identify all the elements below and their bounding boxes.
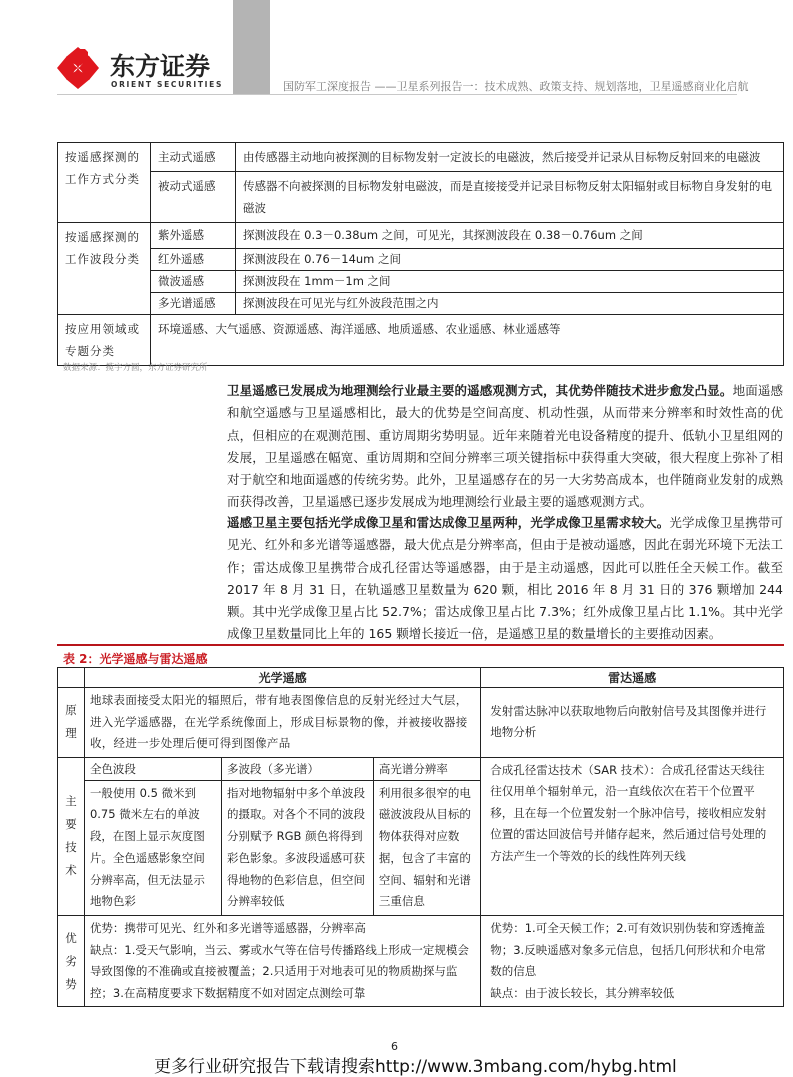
tech-text-panchromatic: 一般使用 0.5 微米到 0.75 微米左右的单波段，在图上显示灰度图片。全色遥感影象空间分辨率高，但无法显示地物色彩	[84, 780, 221, 916]
radar-pros: 优势：1.可全天候工作；2.可有效识别伪装和穿透掩盖物；3.反映遥感对象多元信息，包括几何形状和介电常数的信息	[490, 921, 766, 979]
table-cell-type: 紫外遥感	[151, 223, 236, 249]
table-cell-desc: 探测波段在 0.76－14um 之间	[236, 249, 784, 271]
table1-source: 数据来源：揽宇方圆，东方证券研究所	[63, 363, 208, 373]
table-cell-desc: 探测波段在 1mm－1m 之间	[236, 271, 784, 293]
table-cell-desc: 由传感器主动地向被探测的目标物发射一定波长的电磁波，然后接受并记录从目标物反射回来的电磁波	[236, 143, 784, 172]
col-header-radar: 雷达遥感	[481, 668, 784, 688]
table-header-row	[58, 668, 784, 688]
paragraph-2	[227, 512, 783, 646]
table-row	[58, 223, 784, 249]
table-cell-type: 红外遥感	[151, 249, 236, 271]
logo-mark-icon	[56, 46, 100, 90]
table-row	[58, 315, 784, 366]
table-row	[58, 143, 784, 172]
paragraph-2-lead: 遥感卫星主要包括光学成像卫星和雷达成像卫星两种，光学成像卫星需求较大。	[227, 515, 670, 530]
table-cell-desc: 探测波段在可见光与红外波段范围之内	[236, 293, 784, 315]
col-header-optical: 光学遥感	[84, 668, 480, 688]
table-cell-category: 按遥感探测的工作波段分类	[58, 223, 151, 315]
table-cell-category: 按应用领域或专题分类	[58, 315, 151, 366]
row-label-pros-cons: 优劣势	[58, 916, 85, 1007]
principle-optical: 地球表面接受太阳光的辐照后，带有地表图像信息的反射光经过大气层，进入光学遥感器，在光学系统像面上，形成目标景物的像，并被接收器接收，经进一步处理后便可得到图像产品	[84, 688, 480, 758]
table-cell-desc: 传感器不向被探测的目标物发射电磁波，而是直接接受并记录目标物反射太阳辐射或目标物自身发射的电磁波	[236, 172, 784, 223]
paragraph-1	[227, 380, 783, 514]
tech-subheader-hyperspectral: 高光谱分辨率	[373, 757, 480, 780]
paragraph-1-lead: 卫星遥感已发展成为地理测绘行业最主要的遥感观测方式，其优势伴随技术进步愈发凸显。	[227, 383, 733, 398]
optical-pros: 优势：携带可见光、红外和多光谱等遥感器，分辨率高	[89, 921, 366, 936]
page-number: 6	[391, 1040, 398, 1053]
table2-title: 表 2：光学遥感与雷达遥感	[63, 652, 208, 666]
tech-radar: 合成孔径雷达技术（SAR 技术）：合成孔径雷达天线往往仅用单个辐射单元，沿一直线依次在若干个位置平移，且在每一个位置发射一个脉冲信号，接收相应发射位置的雷达回波信号并储存起来，然后通过信号处理的方法产生一个等效的长的线性阵列天线	[481, 757, 784, 916]
brand-name-cn: 东方证券	[110, 52, 211, 81]
table-cell-type: 微波遥感	[151, 271, 236, 293]
table-cell-type: 多光谱遥感	[151, 293, 236, 315]
report-title: 国防军工深度报告 ——卫星系列报告一：技术成熟、政策支持、规划落地，卫星遥感商业化启航	[283, 80, 749, 93]
row-label-main-tech: 主要技术	[58, 757, 85, 916]
header-divider	[57, 94, 737, 95]
row-label-principle: 原理	[58, 688, 85, 758]
table2-title-rule	[57, 644, 784, 646]
table-row	[58, 271, 784, 293]
remote-sensing-classification-table	[57, 142, 784, 366]
table-row-tech-subheaders	[58, 757, 784, 780]
pros-cons-radar	[481, 916, 784, 1007]
principle-radar: 发射雷达脉冲以获取地物后向散射信号及其图像并进行地物分析	[481, 688, 784, 758]
tech-subheader-panchromatic: 全色波段	[84, 757, 221, 780]
table-cell-category: 按遥感探测的工作方式分类	[58, 143, 151, 223]
table-row-principle	[58, 688, 784, 758]
table-cell-type: 被动式遥感	[151, 172, 236, 223]
tech-text-multispectral: 指对地物辐射中多个单波段的摄取。对各个不同的波段分别赋予 RGB 颜色将得到彩色影象。多波段遥感可获得地物的色彩信息，但空间分辨率较低	[222, 780, 374, 916]
table-row	[58, 293, 784, 315]
tech-text-hyperspectral: 利用很多很窄的电磁波波段从目标的物体获得对应数据，包含了丰富的空间、辐射和光谱三重信息	[373, 780, 480, 916]
table-cell-desc: 探测波段在 0.3－0.38um 之间，可见光，其探测波段在 0.38－0.76um 之间	[236, 223, 784, 249]
download-link[interactable]: 更多行业研究报告下载请搜索http://www.3mbang.com/hybg.html	[154, 1057, 677, 1077]
optical-vs-radar-table	[57, 667, 784, 1007]
header-gray-bar	[233, 0, 270, 95]
paragraph-1-body: 地面遥感和航空遥感与卫星遥感相比，最大的优势是空间高度、机动性强，从而带来分辨率和时效性高的优点，但相应的在观测范围、重访周期劣势明显。近年来随着光电设备精度的提升、低轨小卫星组网的发展，卫星遥感在幅宽、重访周期和空间分辨率三项关键指标中获得重大突破，很大程度上弥补了相对于航空和地面遥感的传统劣势。此外，卫星遥感存在的另一大劣势高成本，也伴随商业发射的成熟而获得改善，卫星遥感已逐步发展成为地理测绘行业最主要的遥感观测方式。	[227, 383, 783, 510]
table-corner-cell	[58, 668, 85, 688]
paragraph-2-body: 光学成像卫星携带可见光、红外和多光谱等遥感器，最大优点是分辨率高，但由于是被动遥感，因此在弱光环境下无法工作；雷达成像卫星携带合成孔径雷达等遥感器，由于是主动遥感，因此可以胜任全天候工作。截至 2017 年 8 月 31 日，在轨遥感卫星数量为 620 颗，相比 2016 年 8 月 31 日的 376 颗增加 244 颗。其中光学成像卫星占比 52.7%；雷达成像卫星占比 7.3%；红外成像卫星占比 1.1%。其中光学成像卫星数量同比上年的 165 颗增长接近一倍，是遥感卫星的数量增长的主要推动因素。	[227, 515, 783, 642]
table-cell-desc: 环境遥感、大气遥感、资源遥感、海洋遥感、地质遥感、农业遥感、林业遥感等	[151, 315, 784, 366]
optical-cons: 缺点：1.受天气影响，当云、雾或水气等在信号传播路线上形成一定规模会导致图像的不准确或直接被覆盖；2.只适用于对地表可见的物质勘探与监控；3.在高精度要求下数据精度不如对固定点测绘可靠	[89, 942, 469, 1000]
table-row	[58, 172, 784, 223]
table-row-pros-cons	[58, 916, 784, 1007]
radar-cons: 缺点：由于波长较长，其分辨率较低	[490, 985, 675, 1000]
brand-name-en: ORIENT SECURITIES	[111, 80, 224, 89]
pros-cons-optical	[84, 916, 480, 1007]
table-cell-type: 主动式遥感	[151, 143, 236, 172]
tech-subheader-multispectral: 多波段（多光谱）	[222, 757, 374, 780]
table-row	[58, 249, 784, 271]
